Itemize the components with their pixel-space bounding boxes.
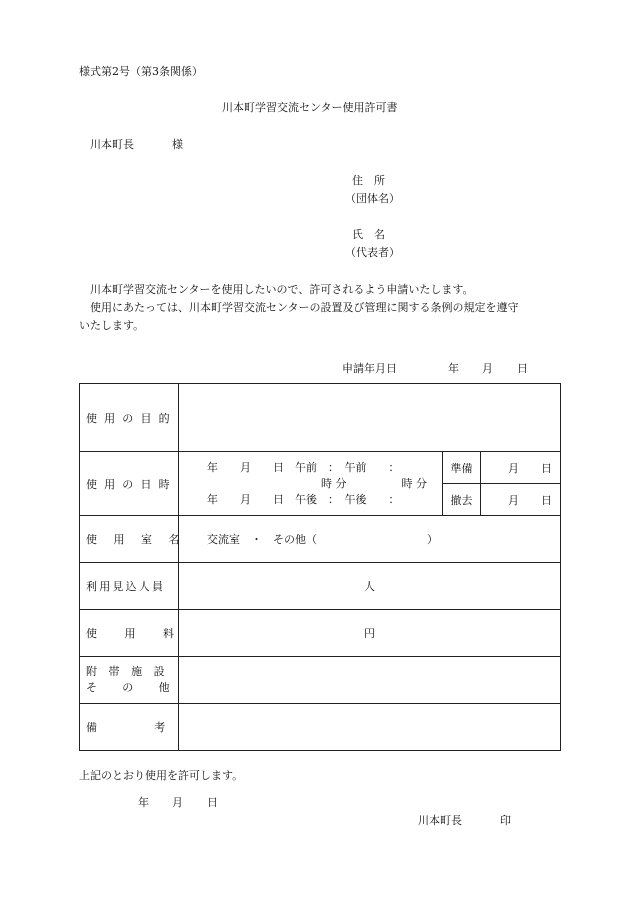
- datetime-field[interactable]: [179, 452, 443, 516]
- application-date-label: 申請年月日: [342, 362, 397, 375]
- facility-field[interactable]: [179, 657, 561, 704]
- datetime-label: 使用の日時: [86, 477, 177, 491]
- people-field[interactable]: [179, 563, 561, 610]
- removal-month-day: 月 日: [508, 493, 553, 507]
- org-label: （団体名）: [345, 192, 400, 205]
- people-unit: 人: [364, 580, 375, 593]
- removal-label: 撤去: [443, 484, 481, 516]
- body-line-1: 川本町学習交流センターを使用したいので、許可されるよう申請いたします。: [90, 283, 474, 296]
- addressee-suffix: 様: [172, 138, 183, 151]
- room-field[interactable]: [179, 516, 561, 563]
- remarks-row: [80, 704, 561, 751]
- room-label: 使用室名: [86, 533, 196, 546]
- form-number: 様式第2号（第3条関係）: [79, 65, 203, 78]
- representative-label: （代表者）: [345, 246, 400, 259]
- prep-label: 準備: [443, 452, 481, 484]
- remarks-label: 備考: [86, 721, 223, 734]
- datetime-hour-min-line: 時 分 時 分: [321, 477, 427, 490]
- datetime-row-1: [80, 452, 561, 484]
- room-value: 交流室 ・ その他（ ）: [207, 533, 438, 546]
- people-label: 利用見込人員: [86, 580, 166, 593]
- fee-field[interactable]: [179, 610, 561, 657]
- permit-text: 上記のとおり使用を許可します。: [79, 769, 244, 782]
- permit-month: 月: [172, 796, 183, 809]
- fee-label: 使用料: [86, 627, 202, 640]
- body-line-2: 使用にあたっては、川本町学習交流センターの設置及び管理に関する条例の規定を遵守: [90, 301, 519, 314]
- facility-row: [80, 657, 561, 704]
- people-row: [80, 563, 561, 610]
- fee-row: [80, 610, 561, 657]
- datetime-am-line: 年 月 日 午前 ： 午前 ：: [207, 461, 400, 474]
- removal-date-field[interactable]: [481, 484, 561, 516]
- application-day: 日: [517, 362, 528, 375]
- name-label: 氏 名: [352, 228, 385, 241]
- permit-year: 年: [138, 796, 149, 809]
- room-row: [80, 516, 561, 563]
- application-month: 月: [482, 362, 493, 375]
- remarks-field[interactable]: [179, 704, 561, 751]
- purpose-label: 使用の目的: [86, 411, 177, 425]
- permit-day: 日: [207, 796, 218, 809]
- document-title: 川本町学習交流センター使用許可書: [222, 101, 398, 114]
- purpose-field[interactable]: [179, 384, 561, 452]
- address-label: 住 所: [352, 174, 385, 187]
- facility-label-2: その他: [86, 681, 195, 694]
- prep-month-day: 月 日: [508, 461, 553, 475]
- application-table: [79, 383, 561, 751]
- purpose-row: [80, 384, 561, 452]
- application-year: 年: [448, 362, 459, 375]
- addressee-role: 川本町長: [90, 138, 134, 151]
- signer-label: 川本町長: [418, 814, 462, 827]
- facility-label-1: 附帯施設: [86, 665, 177, 678]
- seal-mark: 印: [500, 814, 511, 827]
- fee-unit: 円: [364, 627, 375, 640]
- datetime-pm-line: 年 月 日 午後 ： 午後 ：: [207, 493, 400, 506]
- prep-date-field[interactable]: [481, 452, 561, 484]
- body-line-3: いたします。: [79, 319, 145, 332]
